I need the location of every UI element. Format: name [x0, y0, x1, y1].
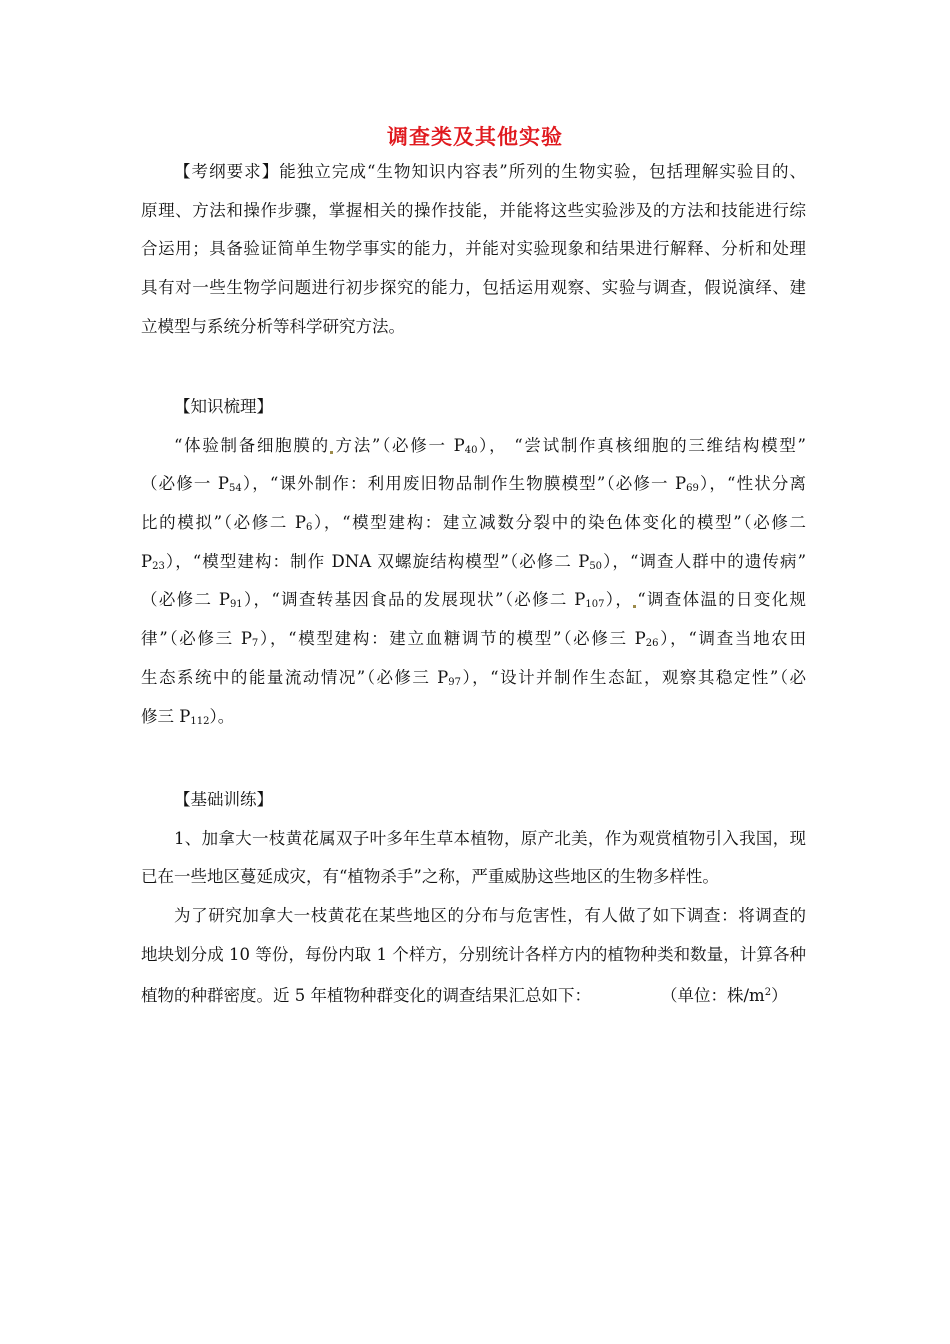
text-run: ），“调查人群中的遗传病”: [602, 551, 807, 571]
question-1-line-2: 已在一些地区蔓延成灾，有“植物杀手”之称，严重威胁这些地区的生物多样性。: [141, 867, 719, 887]
page-subscript: 7: [251, 638, 259, 650]
text-run: ），“调查当地农田: [658, 629, 806, 649]
knowledge-line-6: [141, 620, 806, 659]
text-run: 植物的种群密度。近 5 年植物种群变化的调查结果汇总如下：: [141, 986, 591, 1006]
knowledge-heading: 【知识梳理】: [174, 397, 273, 416]
page-subscript: 54: [229, 483, 242, 495]
page-subscript: 26: [645, 638, 659, 650]
text-run: ），“设计并制作生态缸，观察其稳定性”（必: [460, 667, 806, 687]
question-1-para2-line-3: [141, 974, 806, 1013]
text-run: ）。: [209, 706, 235, 726]
question-1-para2-line-2: 地块划分成 10 等份，每份内取 1 个样方，分别统计各样方内的植物种类和数量，计算各种: [141, 944, 806, 964]
unit-superscript: 2: [764, 987, 772, 999]
question-1-line-1: 1、加拿大一枝黄花属双子叶多年生草本植物，原产北美，作为观赏植物引入我国，现: [174, 828, 806, 848]
text-run: 生态系统中的能量流动情况”（必修三 P: [141, 667, 449, 687]
intro-line-2: 原理、方法和操作步骤，掌握相关的操作技能，并能将这些实验涉及的方法和技能进行综: [141, 200, 806, 220]
page-subscript: 50: [589, 560, 603, 572]
text-run: ）， “尝试制作真核细胞的三维结构模型”: [477, 435, 806, 455]
dot-mark: [633, 605, 636, 608]
page-subscript: 40: [464, 444, 478, 456]
text-run: “体验制备细胞膜的: [174, 435, 330, 455]
page-subscript: 107: [585, 599, 605, 611]
text-run: 律”（必修三 P: [141, 629, 252, 649]
training-section: [141, 781, 806, 1013]
text-run: ），“模型建构：建立血糖调节的模型”（必修三 P: [258, 629, 646, 649]
text-run: ），“模型建构：制作 DNA 双螺旋结构模型”（必修二 P: [164, 551, 590, 571]
knowledge-line-1: [141, 427, 806, 466]
unit-label: （单位：株/m: [661, 986, 765, 1006]
page-subscript: 91: [229, 599, 243, 611]
page-title: 调查类及其他实验: [387, 125, 563, 149]
knowledge-line-4: [141, 543, 806, 582]
intro-line-5: 立模型与系统分析等科学研究方法。: [141, 316, 405, 336]
text-run: ），“课外制作：利用废旧物品制作生物膜模型”（必修一 P: [241, 474, 687, 494]
text-run: “调查体温的日变化规: [637, 590, 807, 610]
page-subscript: 97: [448, 676, 461, 688]
page-subscript: 6: [306, 522, 313, 534]
page-subscript: 112: [190, 715, 210, 727]
text-run: ），“性状分离: [698, 474, 806, 494]
dot-mark: [330, 451, 333, 454]
knowledge-line-3: [141, 504, 806, 543]
text-run: （必修一 P: [141, 474, 230, 494]
question-1-para2-line-1: 为了研究加拿大一枝黄花在某些地区的分布与危害性，有人做了如下调查：将调查的: [174, 906, 806, 926]
knowledge-line-5: [141, 581, 806, 620]
text-run: 比的模拟”（必修二 P: [141, 513, 306, 533]
intro-line-1: 【考纲要求】能独立完成“生物知识内容表”所列的生物实验，包括理解实验目的、: [174, 162, 806, 181]
text-run: ），“调查转基因食品的发展现状”（必修二 P: [242, 590, 586, 610]
text-run: 方法”（必修一 P: [333, 435, 465, 455]
text-run: P: [141, 551, 153, 571]
unit-label-end: ）: [771, 986, 788, 1006]
page-subscript: 23: [152, 560, 165, 572]
knowledge-line-7: [141, 659, 806, 698]
knowledge-section: [141, 388, 806, 736]
text-run: ），“模型建构：建立减数分裂中的染色体变化的模型”（必修二: [312, 513, 806, 533]
page-subscript: 69: [686, 483, 699, 495]
knowledge-line-8: [141, 698, 806, 737]
intro-line-4: 具有对一些生物学问题进行初步探究的能力，包括运用观察、实验与调查，假说演绎、建: [141, 278, 806, 298]
text-run: 修三 P: [141, 706, 191, 726]
training-heading: 【基础训练】: [174, 790, 273, 809]
intro-line-3: 合运用；具备验证简单生物学事实的能力，并能对实验现象和结果进行解释、分析和处理: [141, 239, 806, 259]
text-run: （必修二 P: [141, 590, 230, 610]
syllabus-requirements: [141, 153, 806, 346]
knowledge-line-2: [141, 465, 806, 504]
text-run: ），: [604, 590, 634, 610]
